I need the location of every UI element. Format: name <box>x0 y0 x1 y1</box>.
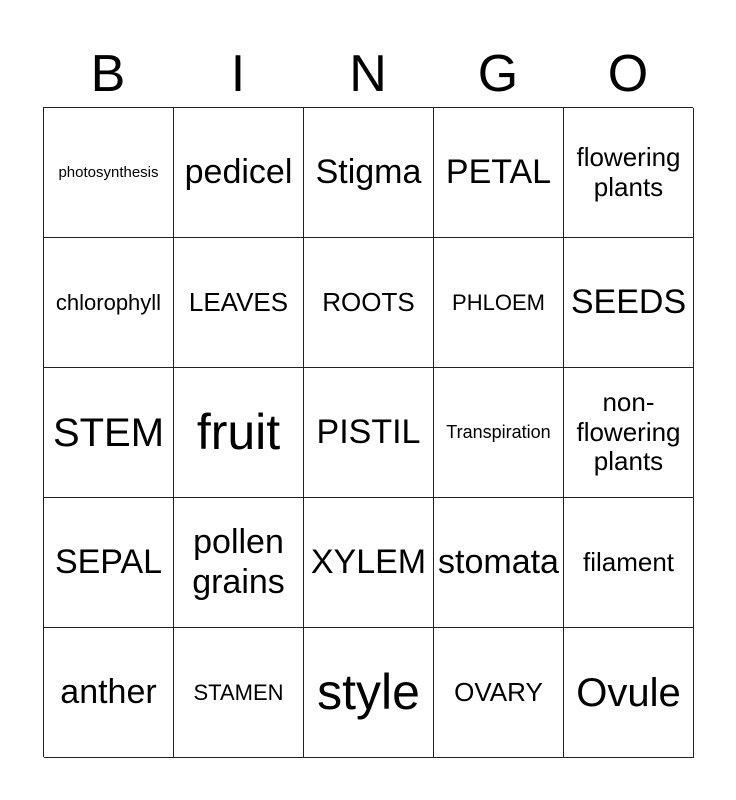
bingo-cell[interactable] <box>434 368 564 498</box>
header-letter-i: I <box>230 45 246 103</box>
bingo-cell[interactable] <box>174 498 304 628</box>
cell-label: PHLOEM <box>452 289 545 315</box>
bingo-board <box>43 107 693 757</box>
cell-label: Ovule <box>576 670 681 715</box>
bingo-cell[interactable] <box>564 108 694 238</box>
bingo-cell[interactable] <box>304 628 434 758</box>
bingo-cell[interactable] <box>44 498 174 628</box>
cell-label: SEPAL <box>54 542 163 581</box>
bingo-cell[interactable] <box>44 628 174 758</box>
bingo-cell[interactable] <box>304 368 434 498</box>
cell-label: STEM <box>52 410 165 455</box>
bingo-cell[interactable] <box>174 628 304 758</box>
bingo-cell[interactable] <box>174 368 304 498</box>
cell-label: fruit <box>196 403 281 460</box>
bingo-cell[interactable] <box>564 498 694 628</box>
cell-label: PETAL <box>445 152 552 191</box>
cell-label: ROOTS <box>322 286 415 317</box>
cell-label: OVARY <box>454 676 543 707</box>
bingo-cell[interactable] <box>564 238 694 368</box>
cell-label: pollen grains <box>192 523 285 601</box>
cell-label: Transpiration <box>446 422 551 443</box>
cell-label: STAMEN <box>193 679 284 705</box>
header-letter-b: B <box>90 45 126 103</box>
cell-label: anther <box>60 672 157 711</box>
cell-label: SEEDS <box>570 282 687 321</box>
bingo-cell[interactable] <box>44 108 174 238</box>
bingo-cell[interactable] <box>434 628 564 758</box>
bingo-cell[interactable] <box>564 368 694 498</box>
bingo-cell[interactable] <box>434 498 564 628</box>
cell-label: LEAVES <box>188 286 289 317</box>
cell-label: pedicel <box>184 152 293 191</box>
bingo-cell[interactable] <box>174 238 304 368</box>
header-letter-n: N <box>349 45 387 103</box>
bingo-cell[interactable] <box>434 238 564 368</box>
bingo-cell[interactable] <box>44 368 174 498</box>
bingo-cell[interactable] <box>174 108 304 238</box>
cell-label: XYLEM <box>310 542 427 581</box>
bingo-cell[interactable] <box>304 238 434 368</box>
bingo-header <box>43 40 693 108</box>
cell-label: style <box>317 663 420 720</box>
cell-label: PISTIL <box>316 412 421 451</box>
cell-label: flowering plants <box>576 141 681 202</box>
header-letter-g: G <box>477 45 519 103</box>
bingo-cell[interactable] <box>304 108 434 238</box>
cell-label: filament <box>582 546 675 577</box>
cell-label: photosynthesis <box>58 163 159 181</box>
cell-label: stomata <box>438 542 559 581</box>
bingo-cell[interactable] <box>44 238 174 368</box>
cell-label: non-flowering plants <box>576 386 681 477</box>
bingo-cell[interactable] <box>434 108 564 238</box>
bingo-cell[interactable] <box>564 628 694 758</box>
cell-label: Stigma <box>315 152 422 191</box>
cell-label: chlorophyll <box>55 289 162 315</box>
bingo-cell[interactable] <box>304 498 434 628</box>
header-letter-o: O <box>607 45 649 103</box>
